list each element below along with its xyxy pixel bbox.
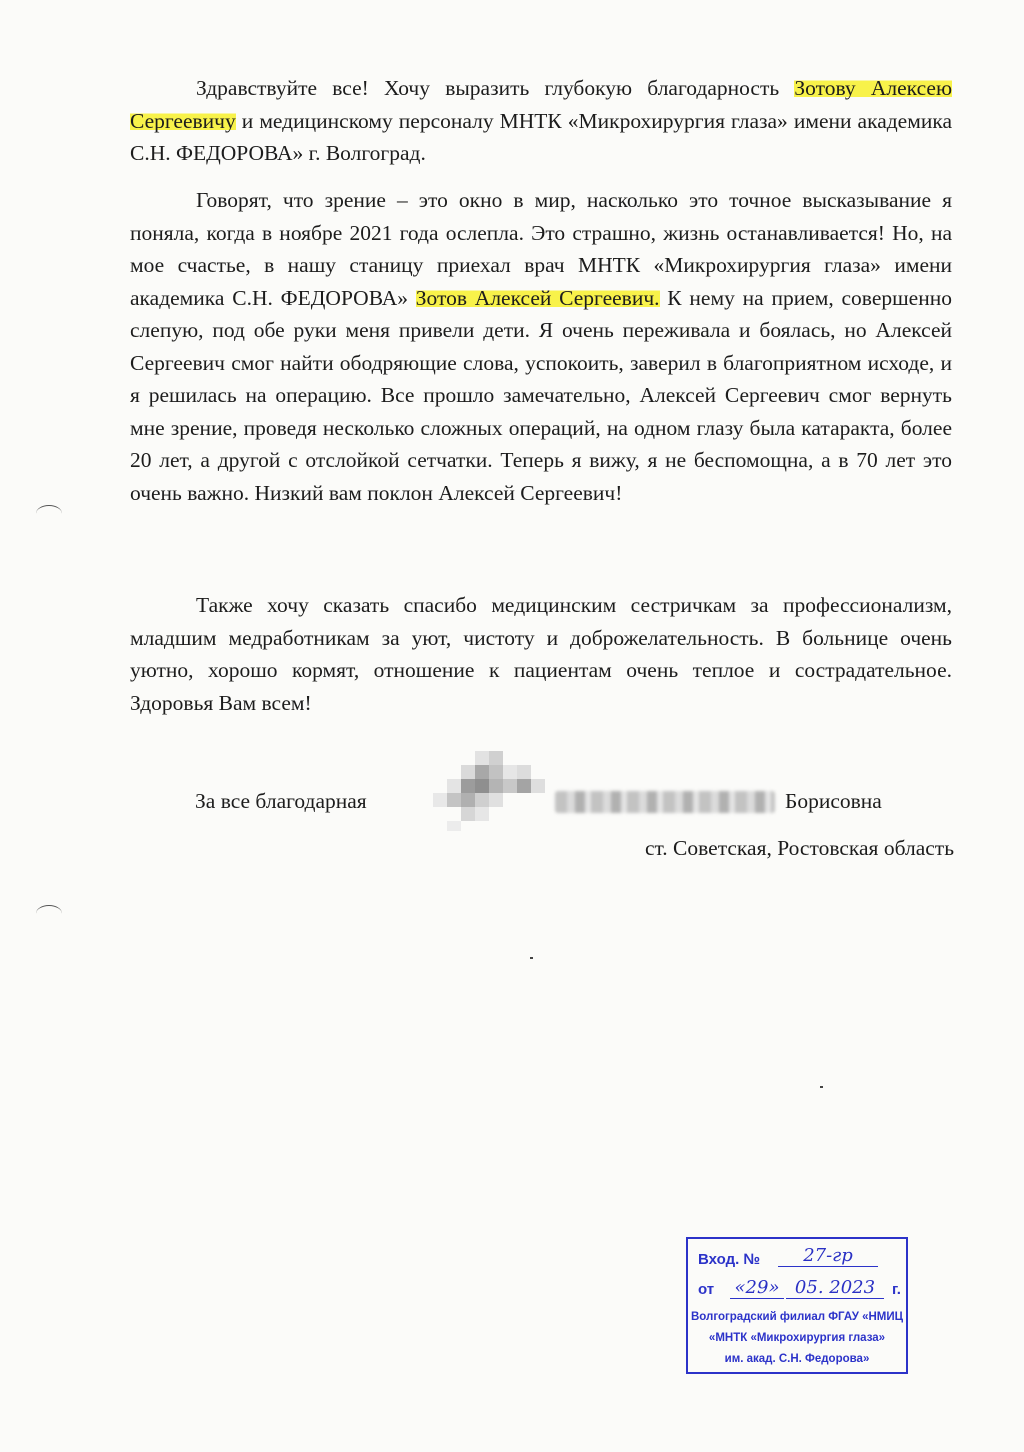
punch-hole-mark xyxy=(36,905,62,922)
scan-speck xyxy=(820,1086,823,1088)
signer-patronymic: Борисовна xyxy=(785,789,882,813)
paragraph-text: К нему на прием, совершенно слепую, под обе руки меня привели дети. Я очень переживала и боялась, но Алексей Сергеевич смог найти ободряющие слова, успокоить, заверил в благоприятном исходе, и я решилась на операцию. Все прошло замечательно, Алексей Сергеевич смог вернуть мне зрение, проведя несколько сложных операций, на одном глазу была катаракта, более 20 лет, а другой с отслойкой сетчатки. Теперь я вижу, я не беспомощна, а в 70 лет это очень важно. Низкий вам поклон Алексей Сергеевич! xyxy=(130,285,952,505)
stamp-org-line: им. акад. С.Н. Федорова» xyxy=(724,1353,870,1365)
stamp-year-suffix: г. xyxy=(892,1281,901,1298)
paragraph-staff-thanks: Также хочу сказать спасибо медицинским сестричкам за профессионализм, младшим медработникам за уют, чистоту и доброжелательность. В больнице очень уютно, хорошо кормят, отношение к пациентам очень теплое и сострадательное. Здоровья Вам всем! xyxy=(130,593,952,715)
signature-line xyxy=(195,785,955,825)
paragraph-text: и медицинскому персоналу МНТК «Микрохирургия глаза» имени академика С.Н. ФЕДОРОВА» г. Волгоград. xyxy=(130,108,952,165)
stamp-handwritten-number: 27-гр xyxy=(778,1245,878,1267)
paragraph-text: Здравствуйте все! Хочу выразить глубокую благодарность xyxy=(196,76,795,100)
stamp-handwritten-date: 05. 2023 xyxy=(786,1277,884,1299)
paragraph-gratitude xyxy=(130,72,952,170)
signature-pixelated xyxy=(420,743,560,833)
stamp-label-incoming: Вход. № xyxy=(698,1251,761,1268)
punch-hole-mark xyxy=(36,505,62,522)
highlighted-doctor-name: Зотову Алексею Сергеевичу xyxy=(130,76,953,133)
closing-text: За все благодарная xyxy=(195,789,367,813)
surname-name-pixelated xyxy=(555,791,775,813)
stamp-org-line: «МНТК «Микрохирургия глаза» xyxy=(708,1332,886,1344)
highlighted-doctor-name: Зотов Алексей Сергеевич. xyxy=(415,285,660,310)
stamp-label-from: от xyxy=(698,1281,715,1298)
stamp-handwritten-day: «29» xyxy=(730,1277,784,1299)
stamp-date-row xyxy=(698,1277,901,1298)
stamp-org-line: Волгоградский филиал ФГАУ «НМИЦ xyxy=(690,1311,904,1323)
paragraph-text: Говорят, что зрение – это окно в мир, насколько это точное высказывание я поняла, когда в ноябре 2021 года ослепла. Это страшно, жизнь останавливается! Но, на мое счастье, в нашу станицу приехал врач МНТК «Микрохирургия глаза» имени академика С.Н. ФЕДОРОВА» xyxy=(130,188,952,310)
sender-location: ст. Советская, Ростовская область xyxy=(644,836,954,860)
registration-stamp xyxy=(686,1237,908,1374)
stamp-incoming-number-row xyxy=(698,1245,853,1268)
scan-speck xyxy=(530,957,533,959)
paragraph-story xyxy=(130,184,952,509)
stamp-organization xyxy=(688,1307,906,1370)
